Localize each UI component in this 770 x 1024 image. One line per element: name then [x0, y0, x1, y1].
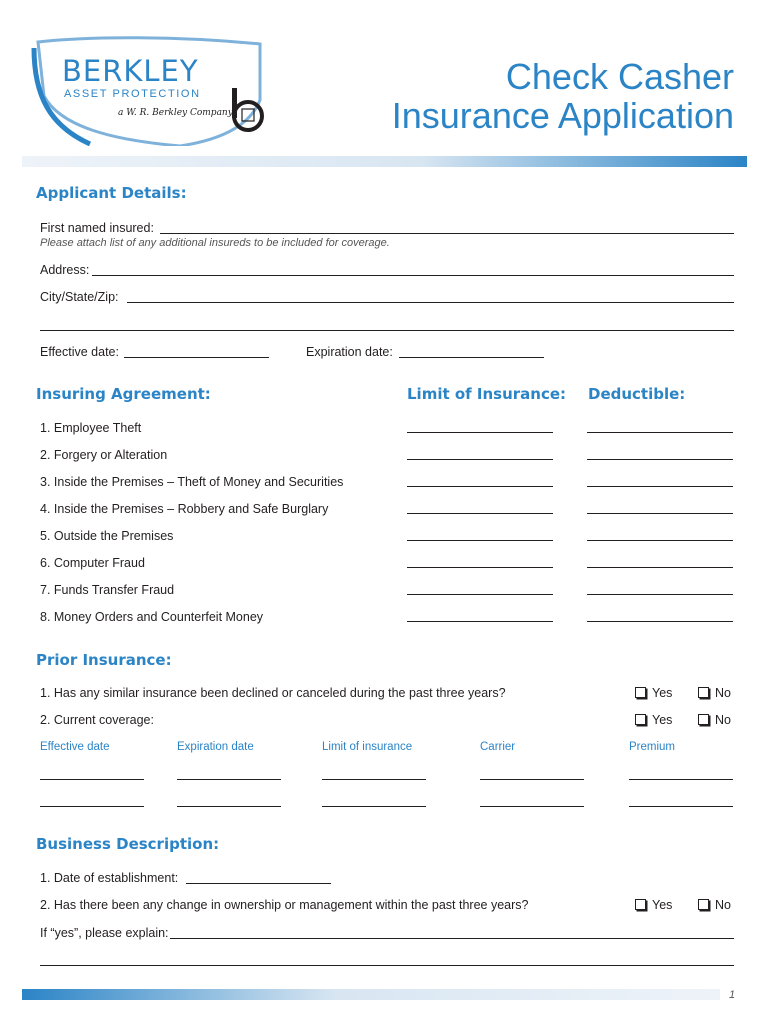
checkbox-icon[interactable]	[635, 899, 646, 910]
prior-q2-yes[interactable]	[635, 713, 672, 727]
coverage-cell[interactable]	[177, 806, 281, 807]
limit-heading: Limit of Insurance:	[407, 385, 567, 403]
yes-label: Yes	[652, 686, 673, 700]
insuring-heading: Insuring Agreement:	[36, 385, 211, 403]
address-label: Address:	[40, 263, 90, 277]
city-label: City/State/Zip:	[40, 290, 119, 304]
footer-bar	[22, 989, 720, 1000]
first-named-label: First named insured:	[40, 221, 154, 235]
logo-sub: ASSET PROTECTION	[64, 88, 201, 100]
page-title-line1: Check Casher	[505, 56, 734, 97]
coverage-cell[interactable]	[480, 779, 584, 780]
expiration-date-field[interactable]	[399, 357, 544, 358]
prior-q2-no[interactable]	[698, 713, 731, 727]
prior-question-2: 2. Current coverage:	[40, 713, 154, 727]
coverage-cell[interactable]	[322, 779, 426, 780]
limit-field[interactable]	[407, 432, 553, 433]
no-label: No	[715, 898, 731, 912]
insuring-item: 1. Employee Theft	[40, 421, 142, 435]
prior-heading: Prior Insurance:	[36, 651, 172, 669]
checkbox-icon[interactable]	[698, 714, 709, 725]
deductible-field[interactable]	[587, 459, 733, 460]
limit-field[interactable]	[407, 486, 553, 487]
logo-company: a W. R. Berkley Company	[118, 108, 233, 118]
col-expiration-date: Expiration date	[177, 741, 254, 753]
extra-address-field[interactable]	[40, 330, 734, 331]
no-label: No	[715, 686, 731, 700]
coverage-cell[interactable]	[480, 806, 584, 807]
coverage-cell[interactable]	[177, 779, 281, 780]
limit-field[interactable]	[407, 567, 553, 568]
effective-date-label: Effective date:	[40, 345, 119, 359]
city-field[interactable]	[127, 302, 734, 303]
insuring-item: 3. Inside the Premises – Theft of Money and Securities	[40, 475, 344, 489]
business-q2-yes[interactable]	[635, 898, 672, 912]
col-carrier: Carrier	[480, 741, 516, 753]
explain-field[interactable]	[170, 938, 734, 939]
insuring-item: 8. Money Orders and Counterfeit Money	[40, 610, 264, 624]
address-field[interactable]	[92, 275, 734, 276]
checkbox-icon[interactable]	[635, 714, 646, 725]
deductible-field[interactable]	[587, 432, 733, 433]
limit-field[interactable]	[407, 594, 553, 595]
page-number: 1	[729, 989, 736, 1001]
additional-insured-note: Please attach list of any additional insureds to be included for coverage.	[40, 237, 390, 249]
prior-q1-yes[interactable]	[635, 686, 672, 700]
coverage-cell[interactable]	[40, 779, 144, 780]
applicant-heading: Applicant Details:	[36, 184, 187, 202]
limit-field[interactable]	[407, 513, 553, 514]
first-named-field[interactable]	[160, 233, 734, 234]
limit-field[interactable]	[407, 621, 553, 622]
yes-label: Yes	[652, 713, 673, 727]
deductible-field[interactable]	[587, 540, 733, 541]
explain-label: If “yes”, please explain:	[40, 926, 169, 940]
col-limit: Limit of insurance	[322, 741, 413, 753]
insuring-item: 6. Computer Fraud	[40, 556, 145, 570]
business-heading: Business Description:	[36, 835, 220, 853]
checkbox-icon[interactable]	[698, 899, 709, 910]
no-label: No	[715, 713, 731, 727]
deductible-field[interactable]	[587, 594, 733, 595]
business-q2-no[interactable]	[698, 898, 731, 912]
coverage-cell[interactable]	[40, 806, 144, 807]
prior-q1-no[interactable]	[698, 686, 731, 700]
insuring-item: 4. Inside the Premises – Robbery and Safe Burglary	[40, 502, 329, 516]
deductible-heading: Deductible:	[588, 385, 686, 403]
coverage-cell[interactable]	[322, 806, 426, 807]
deductible-field[interactable]	[587, 513, 733, 514]
business-question-2: 2. Has there been any change in ownership or management within the past three years?	[40, 898, 529, 912]
yes-label: Yes	[652, 898, 673, 912]
checkbox-icon[interactable]	[635, 687, 646, 698]
deductible-field[interactable]	[587, 621, 733, 622]
limit-field[interactable]	[407, 540, 553, 541]
prior-question-1: 1. Has any similar insurance been declined or canceled during the past three years?	[40, 686, 506, 700]
checkbox-icon[interactable]	[698, 687, 709, 698]
page-title-line2: Insurance Application	[391, 95, 734, 136]
insuring-item: 2. Forgery or Alteration	[40, 448, 168, 462]
effective-date-field[interactable]	[124, 357, 269, 358]
insuring-item: 5. Outside the Premises	[40, 529, 174, 543]
coverage-cell[interactable]	[629, 806, 733, 807]
establishment-label: 1. Date of establishment:	[40, 871, 179, 885]
logo-brand: BERKLEY	[62, 54, 199, 88]
limit-field[interactable]	[407, 459, 553, 460]
insuring-item: 7. Funds Transfer Fraud	[40, 583, 175, 597]
explain-field-2[interactable]	[40, 965, 734, 966]
coverage-cell[interactable]	[629, 779, 733, 780]
company-logo	[30, 36, 270, 146]
deductible-field[interactable]	[587, 567, 733, 568]
col-effective-date: Effective date	[40, 741, 110, 753]
header-bar	[22, 156, 747, 167]
col-premium: Premium	[629, 741, 676, 753]
deductible-field[interactable]	[587, 486, 733, 487]
expiration-date-label: Expiration date:	[306, 345, 393, 359]
establishment-field[interactable]	[186, 883, 331, 884]
